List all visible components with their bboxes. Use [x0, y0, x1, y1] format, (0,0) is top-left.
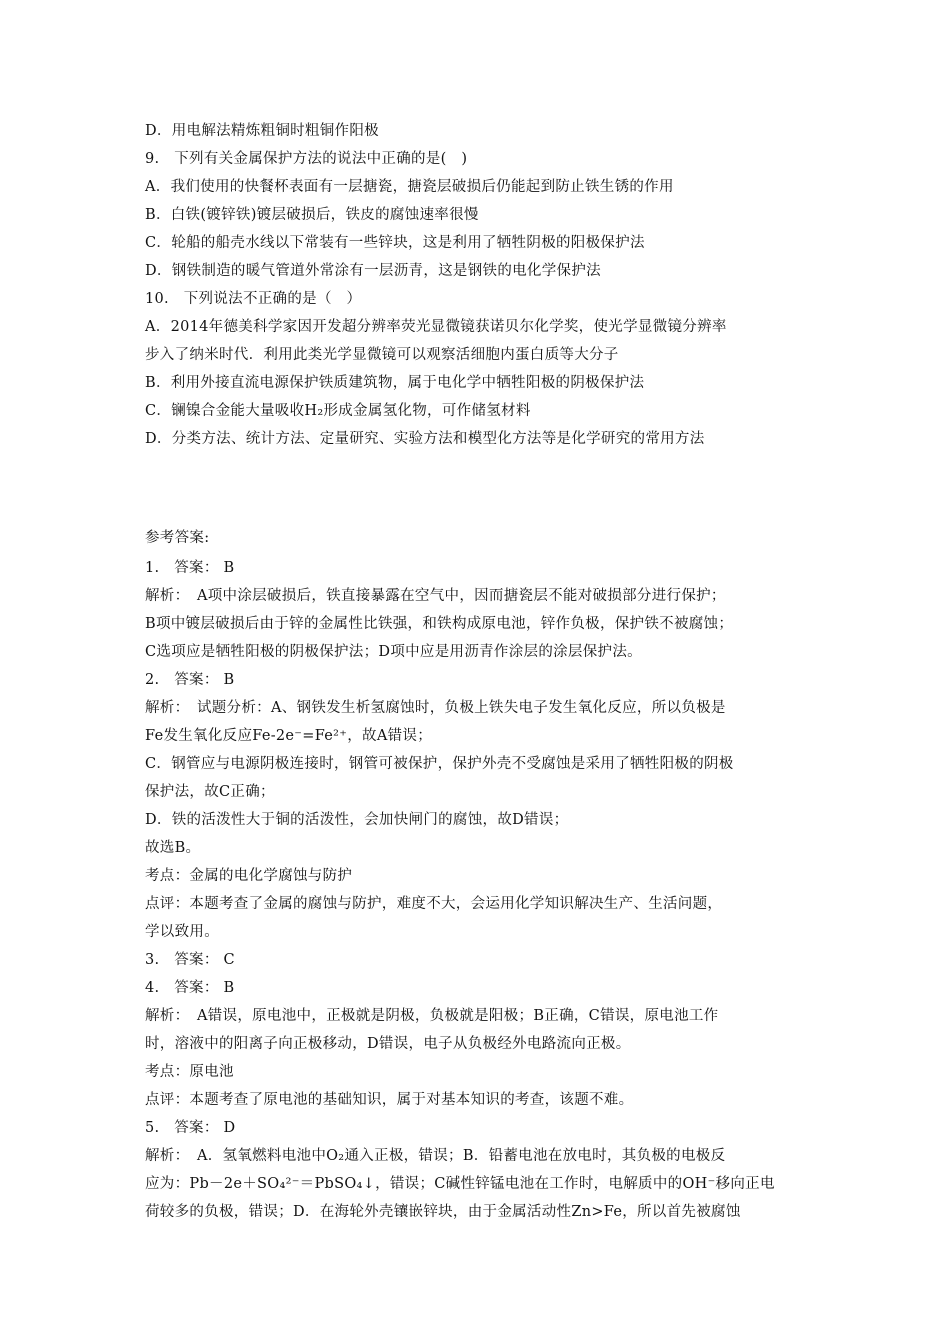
q9-option-a: A．我们使用的快餐杯表面有一层搪瓷，搪瓷层破损后仍能起到防止铁生锈的作用 [145, 179, 674, 195]
q9-option-c: C．轮船的船壳水线以下常装有一些锌块，这是利用了牺牲阴极的阳极保护法 [145, 235, 645, 251]
q10-stem: 10. 下列说法不正确的是（ ） [145, 291, 362, 307]
q10-option-a: A．2014年德美科学家因开发超分辨率荧光显微镜获诺贝尔化学奖，使光学显微镜分辨率 [145, 319, 727, 335]
answers-heading: 参考答案: [145, 530, 210, 546]
comment-2-line-2: 学以致用。 [145, 924, 219, 940]
q8-option-d: D．用电解法精炼粗铜时粗铜作阳极 [145, 123, 379, 139]
analysis-2-line-3: C．钢管应与电源阴极连接时，钢管可被保护，保护外壳不受腐蚀是采用了牺牲阳极的阴极 [145, 756, 734, 772]
analysis-1-line-1: 解析： A项中涂层破损后，铁直接暴露在空气中，因而搪瓷层不能对破损部分进行保护； [145, 588, 726, 604]
q10-option-a-cont: 步入了纳米时代．利用此类光学显微镜可以观察活细胞内蛋白质等大分子 [145, 347, 619, 363]
answer-3: 3. 答案： C [145, 952, 235, 968]
analysis-2-line-4: 保护法，故C正确； [145, 784, 275, 800]
answer-4: 4. 答案： B [145, 980, 235, 996]
answer-5: 5. 答案： D [145, 1120, 236, 1136]
analysis-4-line-1: 解析： A错误，原电池中，正极就是阴极，负极就是阳极；B正确，C错误，原电池工作 [145, 1008, 719, 1024]
analysis-5-line-2: 应为：Pb－2e＋SO₄²⁻＝PbSO₄↓，错误；C碱性锌锰电池在工作时，电解质中的OH⁻移向正电 [145, 1176, 775, 1192]
q9-option-d: D．钢铁制造的暖气管道外常涂有一层沥青，这是钢铁的电化学保护法 [145, 263, 601, 279]
q10-option-b: B．利用外接直流电源保护铁质建筑物，属于电化学中牺牲阳极的阴极保护法 [145, 375, 645, 391]
answer-2: 2. 答案： B [145, 672, 235, 688]
q10-option-d: D．分类方法、统计方法、定量研究、实验方法和模型化方法等是化学研究的常用方法 [145, 431, 705, 447]
q10-option-c: C．镧镍合金能大量吸收H₂形成金属氢化物，可作储氢材料 [145, 403, 531, 419]
analysis-5-line-1: 解析： A．氢氧燃料电池中O₂通入正极，错误；B．铅蓄电池在放电时，其负极的电极反 [145, 1148, 726, 1164]
analysis-1-line-2: B项中镀层破损后由于锌的金属性比铁强，和铁构成原电池，锌作负极，保护铁不被腐蚀； [145, 616, 734, 632]
q9-option-b: B．白铁(镀锌铁)镀层破损后，铁皮的腐蚀速率很慢 [145, 207, 479, 223]
analysis-1-line-3: C选项应是牺牲阳极的阴极保护法；D项中应是用沥青作涂层的涂层保护法。 [145, 644, 642, 660]
analysis-2-line-1: 解析： 试题分析：A、钢铁发生析氢腐蚀时，负极上铁失电子发生氧化反应，所以负极是 [145, 700, 726, 716]
topic-4: 考点：原电池 [145, 1064, 234, 1080]
q9-stem: 9. 下列有关金属保护方法的说法中正确的是( ) [145, 151, 468, 167]
topic-2: 考点：金属的电化学腐蚀与防护 [145, 868, 353, 884]
comment-4: 点评：本题考查了原电池的基础知识，属于对基本知识的考查，该题不难。 [145, 1092, 634, 1108]
analysis-2-line-5: D．铁的活泼性大于铜的活泼性，会加快闸门的腐蚀，故D错误； [145, 812, 569, 828]
answer-1: 1. 答案： B [145, 560, 235, 576]
analysis-2-line-6: 故选B。 [145, 840, 201, 856]
comment-2-line-1: 点评：本题考查了金属的腐蚀与防护，难度不大，会运用化学知识解决生产、生活问题， [145, 896, 723, 912]
analysis-5-line-3: 荷较多的负极，错误；D．在海轮外壳镶嵌锌块，由于金属活动性Zn>Fe，所以首先被腐蚀 [145, 1204, 741, 1220]
analysis-4-line-2: 时，溶液中的阳离子向正极移动，D错误，电子从负极经外电路流向正极。 [145, 1036, 631, 1052]
analysis-2-line-2: Fe发生氧化反应Fe-2e⁻=Fe²⁺，故A错误； [145, 728, 432, 744]
